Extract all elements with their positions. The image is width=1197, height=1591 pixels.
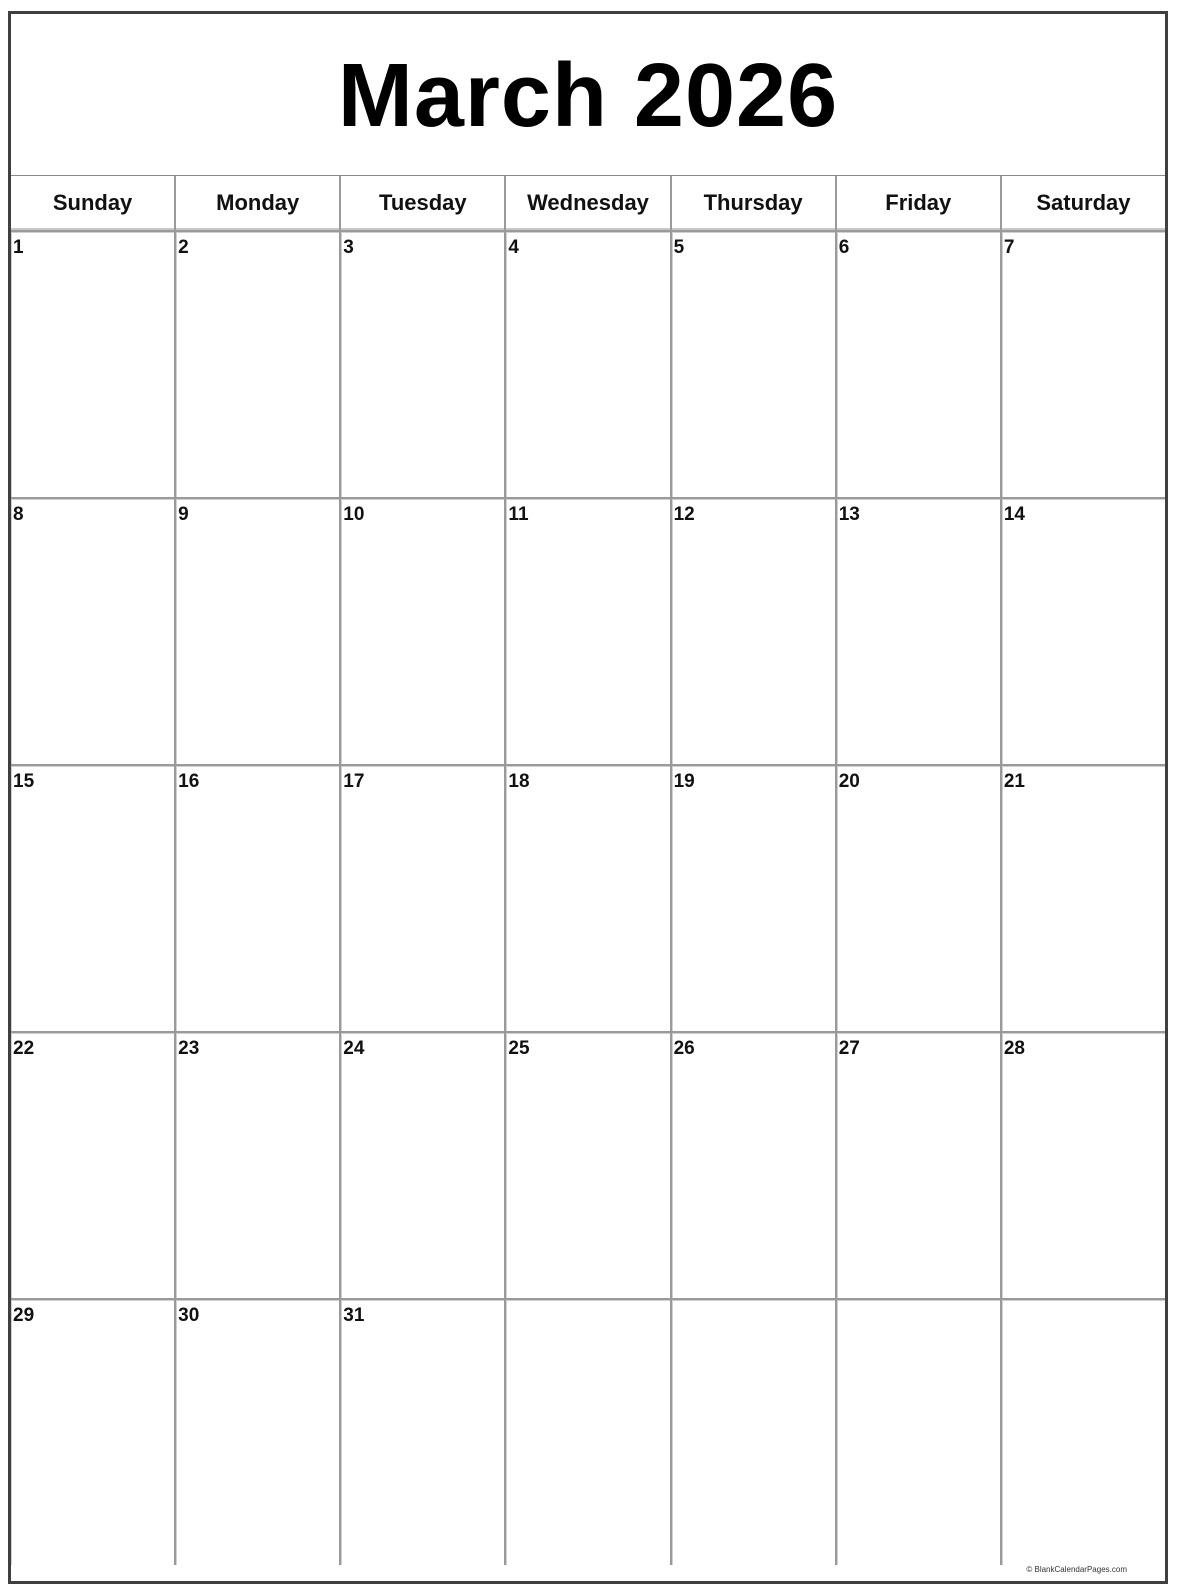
day-cell: [341, 766, 504, 1031]
day-cell: [11, 766, 174, 1031]
day-cell: [11, 1300, 174, 1565]
day-number: 1: [13, 237, 24, 258]
day-number: 3: [343, 237, 354, 258]
day-cell: [506, 766, 669, 1031]
weekday-header-wednesday: Wednesday: [506, 176, 669, 230]
day-number: 26: [673, 1038, 695, 1059]
day-number: 7: [1003, 237, 1015, 258]
day-number: 30: [178, 1305, 200, 1326]
day-number: 22: [13, 1038, 35, 1059]
day-number: 25: [508, 1038, 530, 1059]
calendar-title: March 2026: [337, 46, 839, 146]
empty-day-cell: [837, 1300, 1000, 1565]
weekday-header-saturday: Saturday: [1002, 176, 1165, 230]
day-number: 23: [178, 1038, 200, 1059]
day-cell: [176, 1300, 339, 1565]
day-cell: [1002, 766, 1165, 1031]
weekday-header-tuesday: Tuesday: [341, 176, 504, 230]
day-cell: [672, 766, 835, 1031]
day-cell: [506, 1033, 669, 1298]
weekday-header-thursday: Thursday: [672, 176, 835, 230]
day-number: 4: [508, 237, 519, 258]
day-cell: [837, 499, 1000, 764]
day-number: 24: [343, 1038, 365, 1059]
day-cell: [1002, 232, 1165, 497]
day-number: 31: [343, 1305, 365, 1326]
day-number: 20: [838, 771, 860, 792]
day-number: 27: [838, 1038, 860, 1059]
day-cell: [176, 232, 339, 497]
empty-day-cell: [506, 1300, 669, 1565]
day-cell: [341, 1033, 504, 1298]
day-cell: [176, 499, 339, 764]
day-cell: [837, 232, 1000, 497]
empty-day-cell: [1002, 1300, 1165, 1565]
day-cell: [11, 232, 174, 497]
weekday-header-friday: Friday: [837, 176, 1000, 230]
day-cell: [672, 232, 835, 497]
day-number: 14: [1003, 504, 1025, 525]
day-number: 9: [178, 504, 189, 525]
day-cell: [506, 232, 669, 497]
calendar-frame: [8, 11, 1168, 1584]
day-cell: [341, 499, 504, 764]
day-number: 21: [1003, 771, 1025, 792]
weekday-header-sunday: Sunday: [11, 176, 174, 230]
day-number: 12: [673, 504, 695, 525]
day-number: 29: [13, 1305, 35, 1326]
copyright-footer: © BlankCalendarPages.com: [1026, 1565, 1127, 1574]
day-number: 8: [13, 504, 24, 525]
day-cell: [11, 499, 174, 764]
title-area: [11, 14, 1165, 177]
day-cell: [341, 232, 504, 497]
day-cell: [837, 1033, 1000, 1298]
day-cell: [1002, 499, 1165, 764]
day-number: 5: [673, 237, 685, 258]
day-cell: [506, 499, 669, 764]
day-number: 6: [838, 237, 850, 258]
day-number: 15: [13, 771, 35, 792]
day-number: 2: [178, 237, 189, 258]
day-cell: [837, 766, 1000, 1031]
day-cell: [672, 1033, 835, 1298]
day-cell: [1002, 1033, 1165, 1298]
day-cell: [176, 766, 339, 1031]
day-number: 10: [343, 504, 365, 525]
day-number: 13: [838, 504, 860, 525]
day-cell: [341, 1300, 504, 1565]
day-number: 18: [508, 771, 530, 792]
day-number: 17: [343, 771, 365, 792]
day-cell: [11, 1033, 174, 1298]
calendar-grid: [11, 176, 1165, 1565]
day-cell: [176, 1033, 339, 1298]
day-number: 28: [1003, 1038, 1025, 1059]
day-number: 16: [178, 771, 200, 792]
day-number: 11: [508, 504, 529, 525]
weekday-header-monday: Monday: [176, 176, 339, 230]
day-cell: [672, 499, 835, 764]
empty-day-cell: [672, 1300, 835, 1565]
day-number: 19: [673, 771, 695, 792]
